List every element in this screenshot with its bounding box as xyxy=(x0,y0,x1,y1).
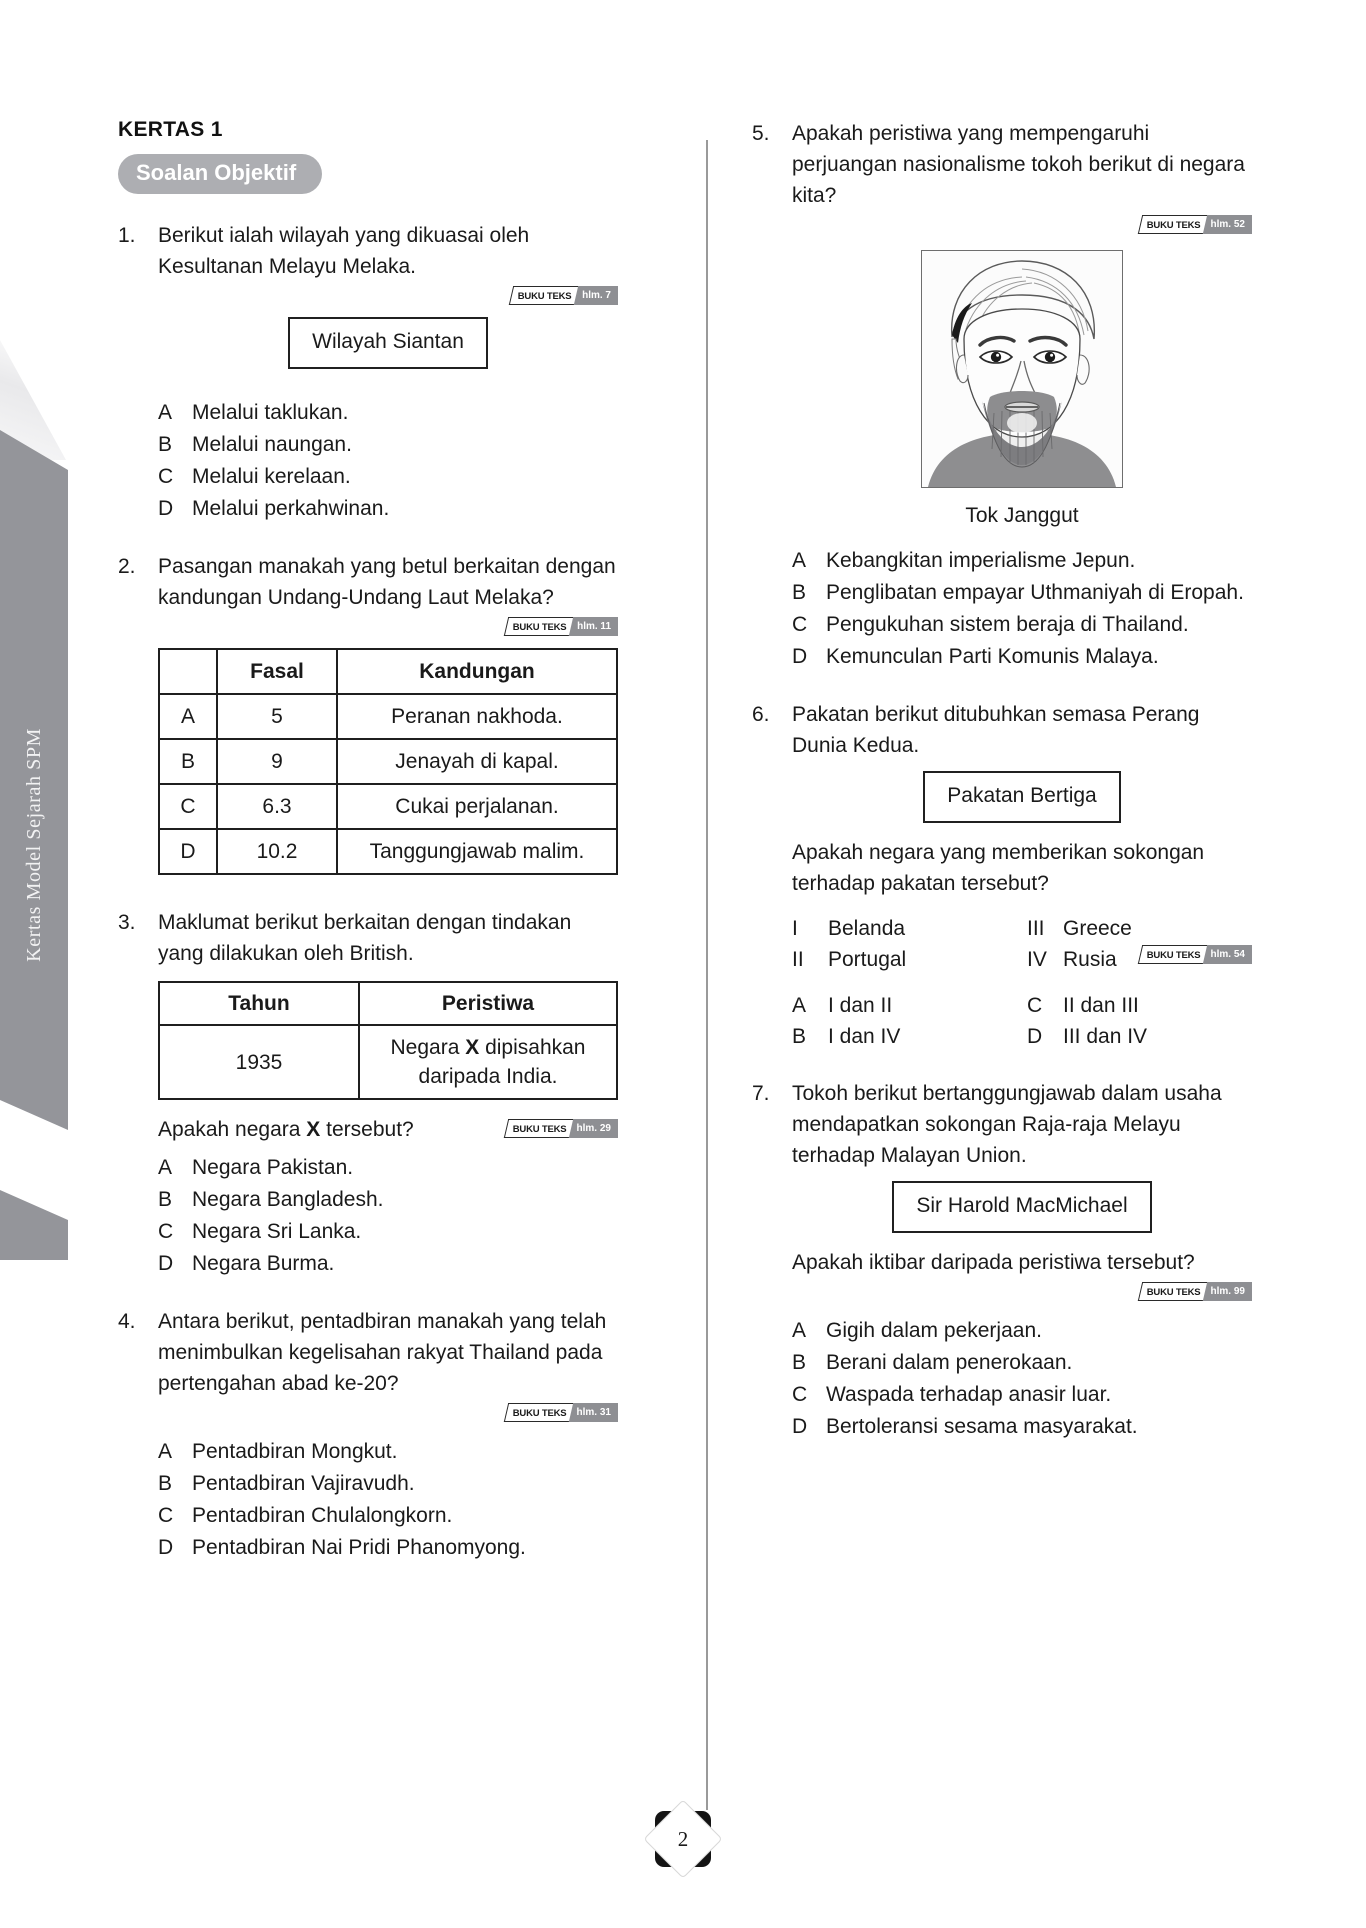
question-followup: Apakah negara X tersebut? xyxy=(158,1118,414,1141)
option-text: Pentadbiran Vajiravudh. xyxy=(192,1472,415,1495)
option-text: Kemunculan Parti Komunis Malaya. xyxy=(826,645,1159,668)
buku-teks-label: BUKU TEKS xyxy=(1138,1282,1207,1301)
roman-item-i xyxy=(792,913,1017,944)
option-text: Negara Bangladesh. xyxy=(192,1188,384,1211)
question-stem: Tokoh berikut bertanggungjawab dalam usaha mendapatkan sokongan Raja-raja Melayu terhadap Malayan Union. xyxy=(792,1082,1222,1167)
portrait-line-art-icon xyxy=(922,251,1122,487)
buku-teks-badge xyxy=(506,617,618,636)
option-list xyxy=(792,545,1252,672)
table-row xyxy=(159,739,617,784)
table-cell-key: A xyxy=(159,694,217,739)
option-c[interactable] xyxy=(792,1379,1252,1410)
table-cell-fasal: 9 xyxy=(217,739,337,784)
option-key: C xyxy=(792,1383,808,1406)
option-key: B xyxy=(792,1351,807,1374)
figure-tok-janggut xyxy=(792,250,1252,531)
badge-row xyxy=(158,1403,618,1422)
option-key: C xyxy=(158,1220,174,1243)
option-text: Pentadbiran Chulalongkorn. xyxy=(192,1504,453,1527)
question-number: 2. xyxy=(118,555,136,578)
option-grid xyxy=(792,990,1252,1052)
buku-teks-label: BUKU TEKS xyxy=(509,286,578,305)
roman-text: Belanda xyxy=(828,917,906,940)
option-text: Pentadbiran Mongkut. xyxy=(192,1440,398,1463)
table-cell-fasal: 6.3 xyxy=(217,784,337,829)
option-key: D xyxy=(1027,1025,1043,1048)
page-number-text: 2 xyxy=(677,1826,689,1851)
table-cell-key: C xyxy=(159,784,217,829)
question-stem: Antara berikut, pentadbiran manakah yang telah menimbulkan kegelisahan rakyat Thailand pada pertengahan abad ke-20? xyxy=(158,1310,607,1395)
option-b[interactable] xyxy=(158,1184,618,1215)
buku-teks-badge xyxy=(511,286,618,305)
roman-key: IV xyxy=(1027,948,1047,971)
table-cell-tahun: 1935 xyxy=(159,1025,359,1099)
option-d[interactable] xyxy=(158,493,618,524)
table-cell-kandungan: Peranan nakhoda. xyxy=(337,694,617,739)
question-stem: Berikut ialah wilayah yang dikuasai oleh Kesultanan Melayu Melaka. xyxy=(158,224,530,278)
option-text: Melalui taklukan. xyxy=(192,401,349,424)
badge-row xyxy=(158,617,618,636)
table-header-cell: Tahun xyxy=(159,982,359,1025)
option-key: D xyxy=(158,1252,174,1275)
question-number: 1. xyxy=(118,224,136,247)
roman-item-grid xyxy=(792,913,1252,975)
right-column xyxy=(752,118,1252,1469)
option-d[interactable] xyxy=(792,641,1252,672)
option-text: Melalui kerelaan. xyxy=(192,465,351,488)
section-badge: Soalan Objektif xyxy=(118,154,322,194)
roman-key: II xyxy=(792,948,804,971)
table-row xyxy=(159,829,617,874)
page-number-badge xyxy=(646,1802,720,1876)
table-cell-key: B xyxy=(159,739,217,784)
table-row xyxy=(159,784,617,829)
statement-box: Wilayah Siantan xyxy=(288,317,488,369)
option-c[interactable] xyxy=(158,1216,618,1247)
option-text: Bertoleransi sesama masyarakat. xyxy=(826,1415,1138,1438)
roman-text: Greece xyxy=(1063,917,1132,940)
option-key: D xyxy=(792,1415,808,1438)
ribbon-label-text: Kertas Model Sejarah SPM xyxy=(22,728,45,962)
option-b[interactable] xyxy=(158,429,618,460)
option-d[interactable] xyxy=(158,1248,618,1279)
option-text: Negara Pakistan. xyxy=(192,1156,354,1179)
statement-box: Pakatan Bertiga xyxy=(923,771,1120,823)
buku-teks-badge xyxy=(506,1119,618,1138)
question-number: 6. xyxy=(752,703,770,726)
question-body xyxy=(158,220,618,525)
buku-teks-page: hlm. 7 xyxy=(573,286,618,305)
option-text: Pengukuhan sistem beraja di Thailand. xyxy=(826,613,1189,636)
portrait-image xyxy=(921,250,1123,488)
question-body xyxy=(158,907,618,1280)
option-key: D xyxy=(792,645,808,668)
table-cell-key: D xyxy=(159,829,217,874)
option-text: I dan IV xyxy=(828,1025,901,1048)
option-b[interactable] xyxy=(792,1021,1017,1052)
option-text: III dan IV xyxy=(1063,1025,1148,1048)
statement-box-wrap xyxy=(792,761,1252,837)
table-header-cell: Kandungan xyxy=(337,649,617,694)
option-text: II dan III xyxy=(1063,994,1139,1017)
question-6 xyxy=(752,699,1252,1052)
option-text: Melalui naungan. xyxy=(192,433,352,456)
table-cell-peristiwa: Negara X dipisahkan daripada India. xyxy=(359,1025,617,1099)
buku-teks-badge xyxy=(506,1403,618,1422)
option-key: A xyxy=(158,1440,173,1463)
question-number: 5. xyxy=(752,122,770,145)
option-key: A xyxy=(792,994,807,1017)
buku-teks-page: hlm. 29 xyxy=(568,1119,618,1138)
table-cell-fasal: 5 xyxy=(217,694,337,739)
option-d[interactable] xyxy=(158,1532,618,1563)
option-list xyxy=(158,1436,618,1563)
option-c[interactable] xyxy=(1027,990,1252,1021)
table-header-row xyxy=(159,649,617,694)
question-5 xyxy=(752,118,1252,673)
buku-teks-page: hlm. 52 xyxy=(1202,215,1252,234)
question-stem: Maklumat berikut berkaitan dengan tindakan yang dilakukan oleh British. xyxy=(158,911,572,965)
roman-key: III xyxy=(1027,917,1045,940)
buku-teks-page: hlm. 99 xyxy=(1202,1282,1252,1301)
question-number: 3. xyxy=(118,911,136,934)
question-1 xyxy=(118,220,618,525)
buku-teks-page: hlm. 11 xyxy=(568,617,618,636)
figure-caption: Tok Janggut xyxy=(965,504,1079,527)
table-cell-kandungan: Tanggungjawab malim. xyxy=(337,829,617,874)
option-text: Gigih dalam pekerjaan. xyxy=(826,1319,1042,1342)
option-text: Kebangkitan imperialisme Jepun. xyxy=(826,549,1136,572)
statement-box-wrap xyxy=(158,307,618,383)
question-body xyxy=(792,118,1252,673)
question-body xyxy=(158,1306,618,1564)
option-key: B xyxy=(792,581,807,604)
option-key: A xyxy=(792,549,807,572)
left-column xyxy=(118,118,618,1590)
buku-teks-page: hlm. 54 xyxy=(1202,945,1252,964)
option-d[interactable] xyxy=(1027,1021,1252,1052)
badge-row xyxy=(158,286,618,305)
question-body xyxy=(158,551,618,881)
table-header-cell: Fasal xyxy=(217,649,337,694)
option-text: Negara Sri Lanka. xyxy=(192,1220,362,1243)
question-2 xyxy=(118,551,618,881)
roman-text: Portugal xyxy=(828,948,907,971)
option-key: C xyxy=(792,613,808,636)
question-followup: Apakah negara yang memberikan sokongan terhadap pakatan tersebut? xyxy=(792,841,1205,895)
option-list xyxy=(792,1315,1252,1442)
option-a[interactable] xyxy=(792,545,1252,576)
roman-text: Rusia xyxy=(1063,948,1117,971)
table-cell-kandungan: Cukai perjalanan. xyxy=(337,784,617,829)
option-key: A xyxy=(792,1319,807,1342)
option-key: C xyxy=(158,465,174,488)
option-b[interactable] xyxy=(792,577,1252,608)
table-header-cell xyxy=(159,649,217,694)
table-cell-fasal: 10.2 xyxy=(217,829,337,874)
page-title: KERTAS 1 xyxy=(118,118,223,141)
option-key: A xyxy=(158,401,173,424)
buku-teks-label: BUKU TEKS xyxy=(1138,945,1207,964)
buku-teks-label: BUKU TEKS xyxy=(504,1403,573,1422)
option-key: B xyxy=(158,1472,173,1495)
option-a[interactable] xyxy=(158,1436,618,1467)
option-key: A xyxy=(158,1156,173,1179)
option-c[interactable] xyxy=(158,461,618,492)
badge-row xyxy=(792,1282,1252,1301)
question-3 xyxy=(118,907,618,1280)
tahun-peristiwa-table xyxy=(158,981,618,1100)
option-text: Penglibatan empayar Uthmaniyah di Eropah. xyxy=(826,581,1244,604)
question-number: 7. xyxy=(752,1082,770,1105)
option-key: B xyxy=(158,1188,173,1211)
question-7 xyxy=(752,1078,1252,1443)
question-stem: Pakatan berikut ditubuhkan semasa Perang Dunia Kedua. xyxy=(792,703,1200,757)
option-text: Negara Burma. xyxy=(192,1252,335,1275)
buku-teks-badge xyxy=(1140,1282,1252,1301)
option-d[interactable] xyxy=(792,1411,1252,1442)
question-4 xyxy=(118,1306,618,1564)
fasal-kandungan-table xyxy=(158,648,618,875)
question-body xyxy=(792,699,1252,1052)
option-c[interactable] xyxy=(792,609,1252,640)
table-row xyxy=(159,694,617,739)
roman-item-iii xyxy=(1027,913,1252,944)
question-body xyxy=(792,1078,1252,1443)
buku-teks-badge xyxy=(1140,945,1252,964)
badge-row xyxy=(792,215,1252,234)
option-a[interactable] xyxy=(158,397,618,428)
question-number: 4. xyxy=(118,1310,136,1333)
option-list xyxy=(158,397,618,524)
option-text: Berani dalam penerokaan. xyxy=(826,1351,1073,1374)
option-key: D xyxy=(158,497,174,520)
question-stem: Pasangan manakah yang betul berkaitan dengan kandungan Undang-Undang Laut Melaka? xyxy=(158,555,616,609)
option-a[interactable] xyxy=(158,1152,618,1183)
column-divider xyxy=(706,140,708,1810)
buku-teks-badge xyxy=(1140,215,1252,234)
option-key: B xyxy=(158,433,173,456)
buku-teks-label: BUKU TEKS xyxy=(504,617,573,636)
option-b[interactable] xyxy=(158,1468,618,1499)
option-key: C xyxy=(158,1504,174,1527)
table-cell-kandungan: Jenayah di kapal. xyxy=(337,739,617,784)
option-key: B xyxy=(792,1025,807,1048)
buku-teks-label: BUKU TEKS xyxy=(1138,215,1207,234)
statement-box: Sir Harold MacMichael xyxy=(892,1181,1151,1233)
roman-item-ii xyxy=(792,944,1017,975)
buku-teks-page: hlm. 31 xyxy=(568,1403,618,1422)
table-header-row xyxy=(159,982,617,1025)
statement-box-wrap xyxy=(792,1171,1252,1247)
option-text: Pentadbiran Nai Pridi Phanomyong. xyxy=(192,1536,526,1559)
option-list xyxy=(158,1152,618,1279)
buku-teks-label: BUKU TEKS xyxy=(504,1119,573,1138)
table-header-cell: Peristiwa xyxy=(359,982,617,1025)
table-row xyxy=(159,1025,617,1099)
question-followup: Apakah iktibar daripada peristiwa tersebut? xyxy=(792,1251,1195,1274)
option-b[interactable] xyxy=(792,1347,1252,1378)
roman-key: I xyxy=(792,917,798,940)
question-stem: Apakah peristiwa yang mempengaruhi perjuangan nasionalisme tokoh berikut di negara kita? xyxy=(792,122,1245,207)
option-text: Melalui perkahwinan. xyxy=(192,497,390,520)
option-text: I dan II xyxy=(828,994,893,1017)
option-a[interactable] xyxy=(792,1315,1252,1346)
option-key: D xyxy=(158,1536,174,1559)
option-a[interactable] xyxy=(792,990,1017,1021)
option-c[interactable] xyxy=(158,1500,618,1531)
option-key: C xyxy=(1027,994,1043,1017)
option-text: Waspada terhadap anasir luar. xyxy=(826,1383,1112,1406)
